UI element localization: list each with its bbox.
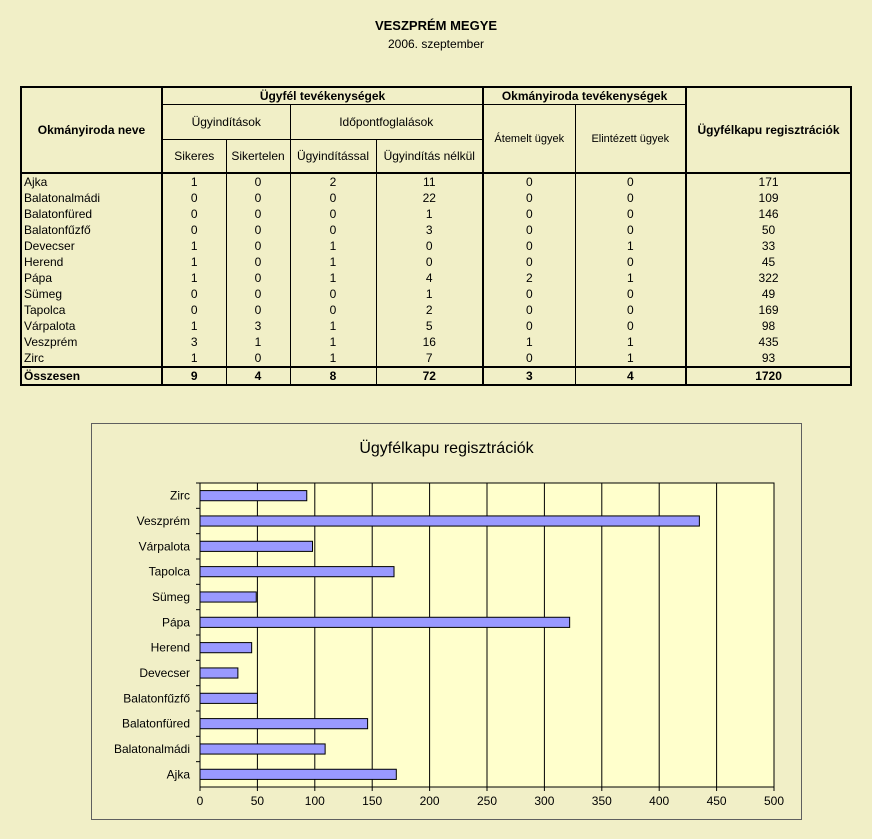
y-tick-label: Tapolca bbox=[148, 564, 190, 579]
office-name-cell: Veszprém bbox=[21, 334, 162, 350]
value-cell: 1 bbox=[575, 350, 686, 367]
value-cell: 0 bbox=[226, 302, 290, 318]
value-cell: 0 bbox=[483, 350, 575, 367]
bar bbox=[200, 617, 570, 627]
value-cell: 4 bbox=[575, 367, 686, 385]
value-cell: 0 bbox=[162, 302, 226, 318]
value-cell: 1 bbox=[290, 238, 376, 254]
value-cell: 16 bbox=[376, 334, 483, 350]
value-cell: 0 bbox=[483, 173, 575, 190]
value-cell: 171 bbox=[686, 173, 851, 190]
value-cell: 0 bbox=[376, 238, 483, 254]
value-cell: 0 bbox=[575, 318, 686, 334]
value-cell: 1 bbox=[376, 206, 483, 222]
value-cell: 0 bbox=[290, 206, 376, 222]
value-cell: 1 bbox=[162, 318, 226, 334]
office-name-cell: Tapolca bbox=[21, 302, 162, 318]
bar bbox=[200, 769, 396, 779]
x-tick-label: 400 bbox=[649, 794, 670, 808]
value-cell: 0 bbox=[483, 238, 575, 254]
value-cell: 0 bbox=[162, 222, 226, 238]
x-tick-label: 450 bbox=[706, 794, 727, 808]
value-cell: 109 bbox=[686, 190, 851, 206]
table-row bbox=[21, 238, 851, 254]
bar bbox=[200, 719, 368, 729]
value-cell: 1 bbox=[162, 173, 226, 190]
value-cell: 11 bbox=[376, 173, 483, 190]
x-tick-label: 500 bbox=[763, 794, 785, 808]
value-cell: 322 bbox=[686, 270, 851, 286]
value-cell: 3 bbox=[376, 222, 483, 238]
y-tick-label: Ajka bbox=[166, 767, 190, 782]
value-cell: 45 bbox=[686, 254, 851, 270]
header-with-initiation: Ügyindítással bbox=[290, 140, 376, 174]
header-unsuccessful: Sikertelen bbox=[226, 140, 290, 174]
value-cell: 1 bbox=[226, 334, 290, 350]
header-without-initiation: Ügyindítás nélkül bbox=[376, 140, 483, 174]
value-cell: 3 bbox=[162, 334, 226, 350]
value-cell: 7 bbox=[376, 350, 483, 367]
office-name-cell: Pápa bbox=[21, 270, 162, 286]
value-cell: 5 bbox=[376, 318, 483, 334]
value-cell: 3 bbox=[226, 318, 290, 334]
table-row bbox=[21, 302, 851, 318]
chart-container bbox=[91, 423, 802, 820]
table-row bbox=[21, 206, 851, 222]
header-appointments: Időpontfoglalások bbox=[290, 105, 483, 140]
value-cell: 0 bbox=[483, 318, 575, 334]
office-name-cell: Balatonalmádi bbox=[21, 190, 162, 206]
office-name-cell: Balatonfűzfő bbox=[21, 222, 162, 238]
header-client-activities: Ügyfél tevékenységek bbox=[162, 87, 483, 105]
office-name-cell: Herend bbox=[21, 254, 162, 270]
header-successful: Sikeres bbox=[162, 140, 226, 174]
bar bbox=[200, 744, 325, 754]
office-name-cell: Várpalota bbox=[21, 318, 162, 334]
office-name-cell: Devecser bbox=[21, 238, 162, 254]
value-cell: 0 bbox=[226, 238, 290, 254]
chart-title: Ügyfélkapu regisztrációk bbox=[359, 440, 534, 457]
value-cell: 0 bbox=[226, 190, 290, 206]
value-cell: 0 bbox=[483, 254, 575, 270]
value-cell: 98 bbox=[686, 318, 851, 334]
value-cell: 1 bbox=[290, 350, 376, 367]
value-cell: 0 bbox=[290, 302, 376, 318]
page-subtitle: 2006. szeptember bbox=[387, 37, 485, 51]
value-cell: 72 bbox=[376, 367, 483, 385]
table-row bbox=[21, 350, 851, 367]
value-cell: 1 bbox=[376, 286, 483, 302]
value-cell: 0 bbox=[226, 286, 290, 302]
page-title: VESZPRÉM MEGYE bbox=[374, 18, 498, 33]
bar bbox=[200, 643, 252, 653]
value-cell: 50 bbox=[686, 222, 851, 238]
y-tick-label: Balatonfüred bbox=[121, 716, 190, 731]
header-office-name: Okmányiroda neve bbox=[21, 87, 162, 173]
value-cell: 93 bbox=[686, 350, 851, 367]
total-row bbox=[21, 367, 851, 385]
value-cell: 1720 bbox=[686, 367, 851, 385]
value-cell: 0 bbox=[162, 286, 226, 302]
value-cell: 0 bbox=[575, 190, 686, 206]
value-cell: 0 bbox=[483, 206, 575, 222]
bar bbox=[200, 592, 256, 602]
table-row bbox=[21, 334, 851, 350]
value-cell: 33 bbox=[686, 238, 851, 254]
y-tick-label: Balatonfűzfő bbox=[123, 691, 190, 706]
bar bbox=[200, 668, 238, 678]
y-tick-label: Sümeg bbox=[151, 590, 190, 604]
header-portal-registrations: Ügyfélkapu regisztrációk bbox=[686, 87, 851, 173]
value-cell: 146 bbox=[686, 206, 851, 222]
value-cell: 9 bbox=[162, 367, 226, 385]
value-cell: 0 bbox=[575, 206, 686, 222]
value-cell: 0 bbox=[575, 302, 686, 318]
office-name-cell: Ajka bbox=[21, 173, 162, 190]
value-cell: 0 bbox=[162, 190, 226, 206]
bar bbox=[200, 516, 699, 526]
value-cell: 169 bbox=[686, 302, 851, 318]
value-cell: 0 bbox=[575, 286, 686, 302]
bar bbox=[200, 567, 394, 577]
y-tick-label: Devecser bbox=[139, 666, 190, 680]
x-tick-label: 250 bbox=[476, 794, 498, 808]
value-cell: 49 bbox=[686, 286, 851, 302]
x-tick-label: 100 bbox=[304, 794, 325, 808]
value-cell: 1 bbox=[483, 334, 575, 350]
value-cell: 1 bbox=[575, 238, 686, 254]
value-cell: 0 bbox=[226, 206, 290, 222]
value-cell: 1 bbox=[290, 334, 376, 350]
value-cell: 2 bbox=[290, 173, 376, 190]
y-tick-label: Herend bbox=[150, 640, 190, 655]
value-cell: 0 bbox=[162, 206, 226, 222]
y-tick-label: Balatonalmádi bbox=[113, 742, 190, 756]
statistics-table bbox=[20, 86, 852, 386]
value-cell: 0 bbox=[575, 254, 686, 270]
table-row bbox=[21, 222, 851, 238]
value-cell: 2 bbox=[376, 302, 483, 318]
value-cell: 1 bbox=[290, 270, 376, 286]
table-row bbox=[21, 318, 851, 334]
value-cell: 0 bbox=[483, 286, 575, 302]
header-transferred: Átemelt ügyek bbox=[483, 105, 575, 174]
table-row bbox=[21, 286, 851, 302]
table-row bbox=[21, 270, 851, 286]
bar bbox=[200, 541, 313, 551]
value-cell: 0 bbox=[483, 190, 575, 206]
header-completed: Elintézett ügyek bbox=[575, 105, 686, 174]
value-cell: 0 bbox=[575, 222, 686, 238]
value-cell: 0 bbox=[290, 190, 376, 206]
value-cell: 4 bbox=[376, 270, 483, 286]
value-cell: 1 bbox=[162, 254, 226, 270]
value-cell: 1 bbox=[575, 334, 686, 350]
value-cell: 0 bbox=[226, 254, 290, 270]
value-cell: 0 bbox=[290, 286, 376, 302]
value-cell: 0 bbox=[575, 173, 686, 190]
x-tick-label: 200 bbox=[419, 794, 440, 808]
value-cell: 1 bbox=[162, 238, 226, 254]
table-row bbox=[21, 190, 851, 206]
value-cell: 3 bbox=[483, 367, 575, 385]
value-cell: 0 bbox=[483, 222, 575, 238]
bar bbox=[200, 491, 307, 501]
value-cell: 1 bbox=[290, 318, 376, 334]
value-cell: 1 bbox=[575, 270, 686, 286]
y-tick-label: Zirc bbox=[170, 488, 190, 503]
value-cell: 22 bbox=[376, 190, 483, 206]
office-name-cell: Összesen bbox=[21, 367, 162, 385]
x-tick-label: 350 bbox=[591, 794, 612, 808]
value-cell: 435 bbox=[686, 334, 851, 350]
value-cell: 0 bbox=[483, 302, 575, 318]
value-cell: 0 bbox=[226, 173, 290, 190]
header-initiations: Ügyindítások bbox=[162, 105, 290, 140]
header-office-activities: Okmányiroda tevékenységek bbox=[483, 87, 686, 105]
table-row bbox=[21, 254, 851, 270]
value-cell: 0 bbox=[226, 270, 290, 286]
y-tick-label: Várpalota bbox=[138, 539, 190, 554]
value-cell: 0 bbox=[376, 254, 483, 270]
x-tick-label: 150 bbox=[362, 794, 383, 808]
office-name-cell: Sümeg bbox=[21, 286, 162, 302]
value-cell: 4 bbox=[226, 367, 290, 385]
bar-chart bbox=[92, 424, 801, 819]
value-cell: 1 bbox=[290, 254, 376, 270]
x-tick-label: 0 bbox=[196, 794, 204, 808]
table-row bbox=[21, 173, 851, 190]
office-name-cell: Balatonfüred bbox=[21, 206, 162, 222]
value-cell: 2 bbox=[483, 270, 575, 286]
bar bbox=[200, 693, 257, 703]
value-cell: 0 bbox=[290, 222, 376, 238]
value-cell: 0 bbox=[226, 350, 290, 367]
value-cell: 0 bbox=[226, 222, 290, 238]
x-tick-label: 300 bbox=[534, 794, 555, 808]
value-cell: 8 bbox=[290, 367, 376, 385]
value-cell: 1 bbox=[162, 270, 226, 286]
office-name-cell: Zirc bbox=[21, 350, 162, 367]
y-tick-label: Veszprém bbox=[136, 514, 190, 528]
y-tick-label: Pápa bbox=[161, 615, 190, 630]
value-cell: 1 bbox=[162, 350, 226, 367]
x-tick-label: 50 bbox=[250, 794, 265, 808]
